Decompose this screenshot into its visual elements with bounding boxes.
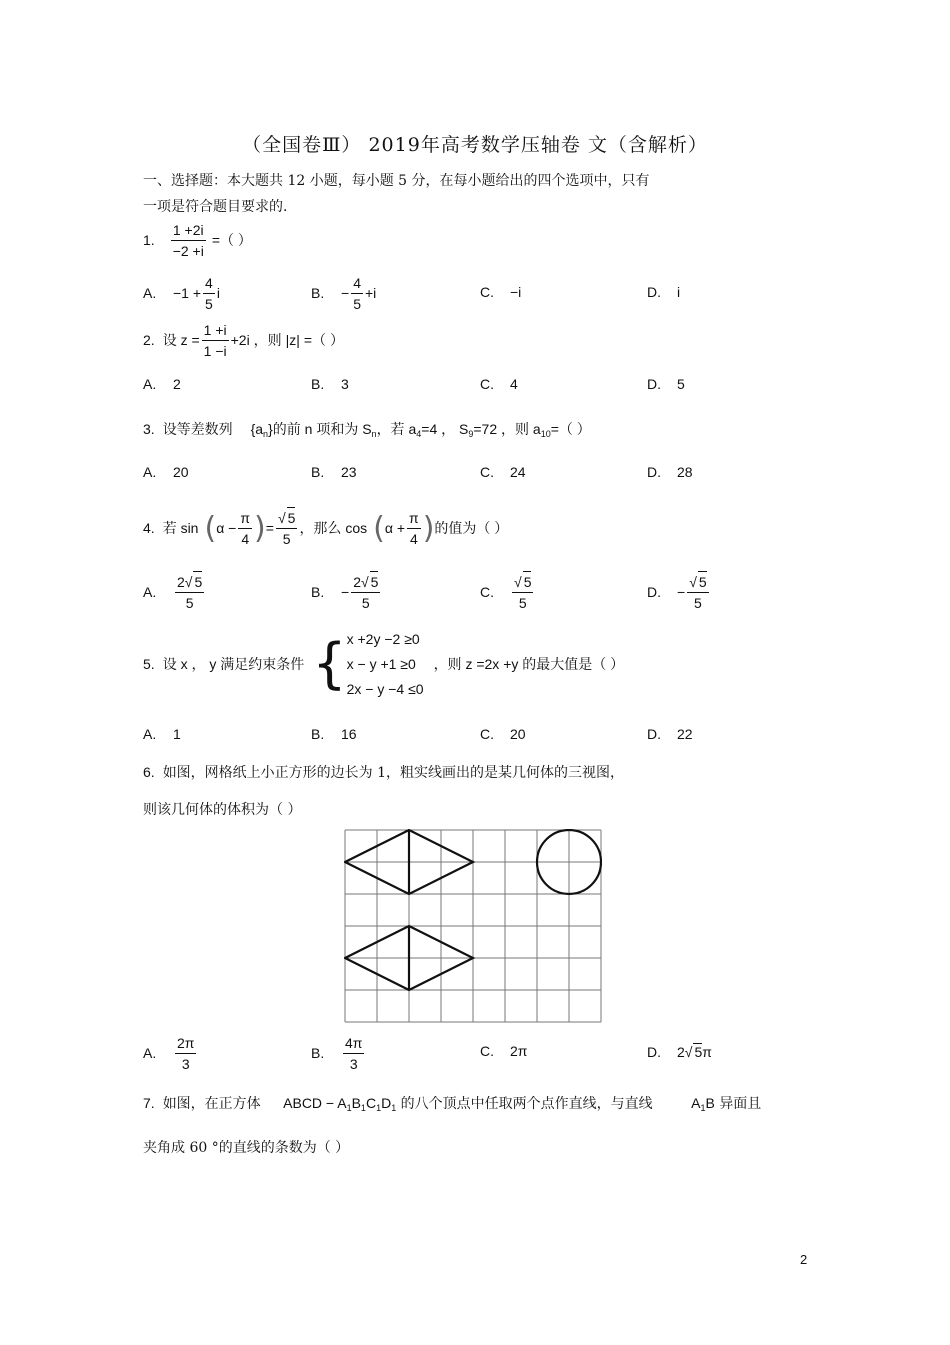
question-number: 3. xyxy=(143,421,155,437)
fraction xyxy=(203,273,215,314)
numerator: 4 xyxy=(203,273,215,294)
option-text: 16 xyxy=(341,726,357,742)
question-5 xyxy=(143,625,624,703)
question-number: 1. xyxy=(143,232,155,248)
option-text: 24 xyxy=(510,464,526,480)
q5-option-b xyxy=(311,726,357,742)
q3-option-d xyxy=(647,464,693,480)
radicand: 5 xyxy=(523,571,532,592)
question-number: 5. xyxy=(143,656,155,672)
constraint-system xyxy=(347,627,424,702)
option-label: C. xyxy=(480,1043,494,1059)
subscript: n xyxy=(263,429,269,439)
option-label: B. xyxy=(311,1045,325,1061)
q2-option-a xyxy=(143,376,181,392)
question-6 xyxy=(143,762,624,782)
modulus: |z| xyxy=(285,332,300,348)
constraint: 2x − y −4 ≤0 xyxy=(346,680,424,697)
fraction xyxy=(687,571,708,613)
q4-option-c xyxy=(480,570,535,614)
option-label: D. xyxy=(647,284,661,300)
numerator: 1 +i xyxy=(202,320,229,341)
question-text: =4 ， S xyxy=(421,421,469,437)
question-number: 4. xyxy=(143,520,155,536)
q1-option-a xyxy=(143,272,220,314)
option-label: C. xyxy=(480,284,494,300)
subscript: 1 xyxy=(376,1103,382,1113)
left-paren: ( xyxy=(204,510,217,546)
page-title: （全国卷Ⅲ） 2019年高考数学压轴卷 文（含解析） xyxy=(242,134,708,156)
coefficient: 2 xyxy=(177,574,185,590)
line-label: A xyxy=(691,1095,701,1111)
denominator: 1 −i xyxy=(203,342,227,359)
option-label: D. xyxy=(647,584,661,600)
q4-option-a xyxy=(143,570,206,614)
denominator: 5 xyxy=(518,595,527,611)
question-number: 2. xyxy=(143,332,155,348)
denominator: 5 xyxy=(353,295,361,312)
option-label: C. xyxy=(480,376,494,392)
question-text: +2i ，则 xyxy=(230,332,282,348)
option-label: C. xyxy=(480,464,494,480)
option-text: π xyxy=(702,1044,712,1060)
question-text: ，那么 cos xyxy=(299,520,368,536)
q3-option-c xyxy=(480,464,526,480)
q2-option-d xyxy=(647,376,685,392)
numerator: π xyxy=(238,508,252,529)
radicand: 5 xyxy=(698,571,707,592)
question-text: ，若 a xyxy=(376,421,417,437)
denominator: 3 xyxy=(349,1055,358,1072)
option-label: C. xyxy=(480,726,494,742)
option-label: C. xyxy=(480,584,494,600)
question-text: 的前 n 项和为 S xyxy=(272,421,372,437)
sequence: {a xyxy=(250,421,264,437)
radicand: 5 xyxy=(370,571,379,592)
question-text: 如图，网格纸上小正方形的边长为 1，粗实线画出的是某几何体的三视图， xyxy=(162,765,625,781)
q2-option-c xyxy=(480,376,518,392)
section-instruction-2: 一项是符合题目要求的. xyxy=(143,199,288,215)
denominator: 5 xyxy=(361,595,370,611)
option-text: 4 xyxy=(510,376,518,392)
cube-label: ABCD − A xyxy=(283,1095,347,1111)
option-label: A. xyxy=(143,1045,157,1061)
q3-option-a xyxy=(143,464,189,480)
question-text: 设 z = xyxy=(162,332,200,348)
option-text: i xyxy=(216,285,220,301)
fraction xyxy=(202,320,229,361)
numerator: √ 5 xyxy=(687,571,708,593)
denominator: 3 xyxy=(181,1055,190,1072)
option-label: D. xyxy=(647,726,661,742)
option-text: 2π xyxy=(510,1043,528,1059)
option-label: D. xyxy=(647,376,661,392)
q1-option-b xyxy=(311,272,376,314)
section-instruction: 一、选择题：本大题共 12 小题，每小题 5 分，在每小题给出的四个选项中，只有 xyxy=(143,173,650,189)
option-text: 3 xyxy=(341,376,349,392)
option-label: B. xyxy=(311,285,325,301)
option-text: 5 xyxy=(677,376,685,392)
line-name xyxy=(691,1095,715,1111)
denominator: 5 xyxy=(282,531,291,547)
question-tail: 的值为（ ） xyxy=(434,520,509,536)
coefficient: 2 xyxy=(353,574,361,590)
right-paren: ) xyxy=(254,510,266,546)
constraint: x +2y −2 ≥0 xyxy=(346,630,420,647)
option-label: D. xyxy=(647,1044,661,1060)
denominator: 5 xyxy=(185,595,194,611)
cube-label: D xyxy=(381,1095,392,1111)
coefficient: 2 xyxy=(677,1044,685,1060)
left-brace: { xyxy=(312,632,347,695)
fraction xyxy=(512,571,533,613)
question-6-line2: 则该几何体的体积为（ ） xyxy=(143,802,302,818)
q5-option-c xyxy=(480,726,526,742)
denominator: −2 +i xyxy=(172,242,204,259)
q1-option-c xyxy=(480,284,521,300)
question-4 xyxy=(143,506,508,550)
option-label: B. xyxy=(311,464,325,480)
option-text: +i xyxy=(364,285,377,301)
expression: α − xyxy=(216,520,237,536)
cube-name xyxy=(283,1095,396,1111)
fraction xyxy=(343,1033,364,1074)
sequence: } xyxy=(268,421,273,437)
line-label: B xyxy=(705,1095,715,1111)
q6-option-a xyxy=(143,1031,198,1075)
q1-option-d xyxy=(647,284,680,300)
right-paren: ) xyxy=(422,510,435,546)
subscript: 1 xyxy=(700,1103,706,1113)
question-7 xyxy=(143,1093,761,1113)
question-3 xyxy=(143,419,591,439)
subscript: 9 xyxy=(468,429,474,439)
numerator: 1 +2i xyxy=(171,220,206,241)
constraint: x − y +1 ≥0 xyxy=(346,655,416,672)
question-number: 6. xyxy=(143,764,155,780)
question-text: =72 ，则 a xyxy=(473,421,541,437)
q6-option-b xyxy=(311,1031,366,1075)
question-tail: =（ ） xyxy=(550,421,591,437)
fraction xyxy=(407,508,421,549)
question-7-line2: 夹角成 60 °的直线的条数为（ ） xyxy=(143,1140,350,1156)
numerator: π xyxy=(407,508,421,529)
option-text: 28 xyxy=(677,464,693,480)
subscript: 1 xyxy=(391,1103,397,1113)
question-text: 若 sin xyxy=(162,520,199,536)
option-text: −i xyxy=(510,284,522,300)
question-text: 设 x ， y 满足约束条件 xyxy=(162,656,305,672)
option-label: A. xyxy=(143,584,157,600)
option-text: 22 xyxy=(677,726,693,742)
option-label: A. xyxy=(143,376,157,392)
denominator: 4 xyxy=(409,530,418,547)
q2-option-b xyxy=(311,376,349,392)
question-text: 如图，在正方体 xyxy=(162,1096,261,1112)
q4-option-d xyxy=(647,570,711,614)
option-label: A. xyxy=(143,285,157,301)
option-text: i xyxy=(677,284,681,300)
option-label: B. xyxy=(311,376,325,392)
sign: − xyxy=(341,584,350,600)
question-2 xyxy=(143,319,344,361)
fraction xyxy=(276,507,297,549)
q3-option-b xyxy=(311,464,357,480)
cube-label: C xyxy=(365,1095,377,1111)
fraction xyxy=(351,571,380,613)
sign: − xyxy=(677,584,686,600)
question-number: 7. xyxy=(143,1095,155,1111)
radicand: 5 xyxy=(193,571,202,592)
subscript: 4 xyxy=(416,429,422,439)
subscript: n xyxy=(371,429,377,439)
option-label: B. xyxy=(311,726,325,742)
option-label: A. xyxy=(143,726,157,742)
option-label: D. xyxy=(647,464,661,480)
option-text: − xyxy=(341,285,350,301)
question-tail: =（ ） xyxy=(211,232,252,248)
option-text: 2 xyxy=(173,376,181,392)
fraction xyxy=(175,1033,196,1074)
question-text: 的八个顶点中任取两个点作直线，与直线 xyxy=(400,1096,653,1112)
denominator: 5 xyxy=(205,295,213,312)
q4-option-b xyxy=(311,570,382,614)
denominator: 5 xyxy=(694,595,702,611)
q6-option-c xyxy=(480,1043,527,1059)
q6-option-d: D. 2√ 5π xyxy=(647,1044,712,1060)
option-text: 23 xyxy=(341,464,357,480)
fraction xyxy=(238,508,252,549)
question-1 xyxy=(143,219,252,261)
equals: = xyxy=(265,520,274,536)
fraction xyxy=(175,571,204,613)
option-text: 1 xyxy=(173,726,181,742)
q5-option-d xyxy=(647,726,693,742)
radicand: 5 xyxy=(287,507,296,528)
question-text: 异面且 xyxy=(719,1096,762,1112)
numerator: √ 5 xyxy=(512,571,533,593)
fraction xyxy=(171,220,206,261)
page-number: 2 xyxy=(800,1252,808,1267)
radicand: 5 xyxy=(694,1044,703,1060)
option-text: −1 + xyxy=(173,285,202,301)
subscript: 1 xyxy=(360,1103,366,1113)
expression: α + xyxy=(384,520,406,536)
option-label: B. xyxy=(311,584,325,600)
q5-option-a xyxy=(143,726,181,742)
numerator: √ 5 xyxy=(276,507,297,529)
fraction xyxy=(351,273,363,314)
numerator: 4 xyxy=(351,273,363,294)
numerator: 2√ 5 xyxy=(351,571,380,593)
subscript: 10 xyxy=(540,429,551,439)
left-paren: ( xyxy=(373,510,385,546)
option-text: 20 xyxy=(173,464,189,480)
grid xyxy=(345,830,601,1022)
numerator: 2√ 5 xyxy=(175,571,204,593)
question-text: 设等差数列 xyxy=(162,421,233,437)
question-tail: ，则 z =2x +y 的最大值是（ ） xyxy=(433,656,625,672)
numerator: 2π xyxy=(175,1033,196,1054)
question-tail: =（ ） xyxy=(303,332,344,348)
numerator: 4π xyxy=(343,1033,364,1054)
option-text: 20 xyxy=(510,726,526,742)
option-label: A. xyxy=(143,464,157,480)
three-view-figure xyxy=(344,829,602,1023)
subscript: 1 xyxy=(346,1103,352,1113)
denominator: 4 xyxy=(241,530,250,547)
cube-label: B xyxy=(351,1095,361,1111)
